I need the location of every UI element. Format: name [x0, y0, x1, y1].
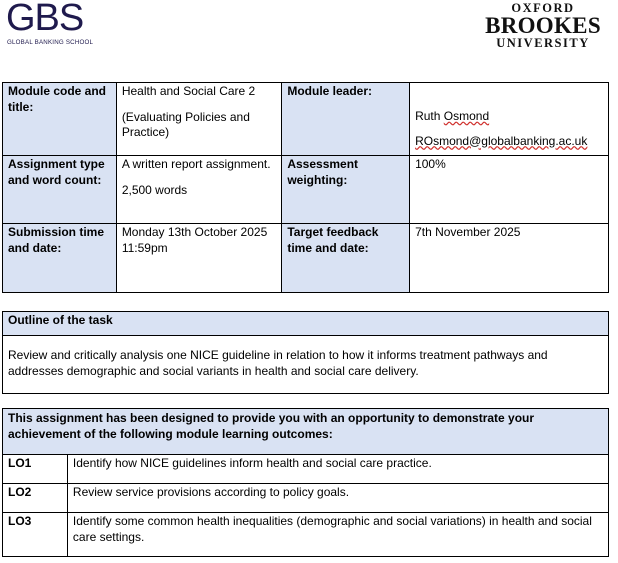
assignment-type-label: Assignment type and word count: — [3, 156, 117, 224]
weighting-value: 100% — [410, 156, 609, 224]
module-leader-cell — [410, 83, 609, 156]
oxford-brookes-logo-line1: OXFORD — [511, 1, 575, 15]
feedback-label: Target feedback time and date: — [282, 224, 410, 293]
table-row — [3, 312, 609, 336]
module-title-line2: (Evaluating Policies and Practice) — [121, 109, 250, 139]
table-row — [3, 224, 609, 293]
table-row — [3, 83, 609, 156]
submission-value: Monday 13th October 2025 11:59pm — [116, 224, 282, 293]
module-leader-label: Module leader: — [282, 83, 410, 156]
oxford-brookes-logo-line3: UNIVERSITY — [496, 36, 590, 50]
outcome-text: Identify how NICE guidelines inform health and social care practice. — [67, 455, 608, 484]
module-leader-first-name: Ruth — [415, 109, 444, 123]
weighting-label: Assessment weighting: — [282, 156, 410, 224]
gbs-logo-subtitle: GLOBAL BANKING SCHOOL — [7, 39, 94, 46]
table-row — [3, 513, 609, 557]
module-info-table — [2, 82, 609, 293]
table-row — [3, 484, 609, 513]
module-title-cell — [116, 83, 282, 156]
module-leader-email: ROsmond@globalbanking.ac.uk — [415, 133, 588, 148]
learning-outcomes-table — [2, 408, 609, 557]
module-title-line1: Health and Social Care 2 — [121, 84, 256, 98]
word-count-value: 2,500 words — [121, 182, 188, 197]
oxford-brookes-logo — [478, 2, 608, 50]
feedback-value: 7th November 2025 — [410, 224, 609, 293]
submission-label: Submission time and date: — [3, 224, 117, 293]
outcomes-heading: This assignment has been designed to provide you with an opportunity to demonstrate your achievement of the following module learning outcomes: — [3, 409, 609, 455]
table-row — [3, 409, 609, 455]
outcome-code: LO2 — [3, 484, 68, 513]
outcome-code: LO1 — [3, 455, 68, 484]
assignment-type-value: A written report assignment. — [121, 157, 271, 171]
assignment-type-cell — [116, 156, 282, 224]
oxford-brookes-logo-line2: BROOKES — [485, 13, 601, 38]
module-leader-last-name: Osmond — [443, 109, 490, 123]
outcome-text: Review service provisions according to policy goals. — [67, 484, 608, 513]
gbs-logo-letters: GBS — [6, 0, 84, 39]
table-row — [3, 336, 609, 394]
table-row — [3, 455, 609, 484]
module-code-label: Module code and title: — [3, 83, 117, 156]
task-outline-table — [2, 311, 609, 394]
outcome-text: Identify some common health inequalities (demographic and social variations) in health and social care settings. — [67, 513, 608, 557]
outcome-code: LO3 — [3, 513, 68, 557]
gbs-logo — [6, 2, 98, 46]
task-heading: Outline of the task — [3, 312, 609, 336]
module-leader-name — [415, 109, 603, 125]
table-row — [3, 156, 609, 224]
task-body: Review and critically analysis one NICE guideline in relation to how it informs treatment pathways and addresses demographic and social variants in health and social care delivery. — [3, 336, 609, 394]
